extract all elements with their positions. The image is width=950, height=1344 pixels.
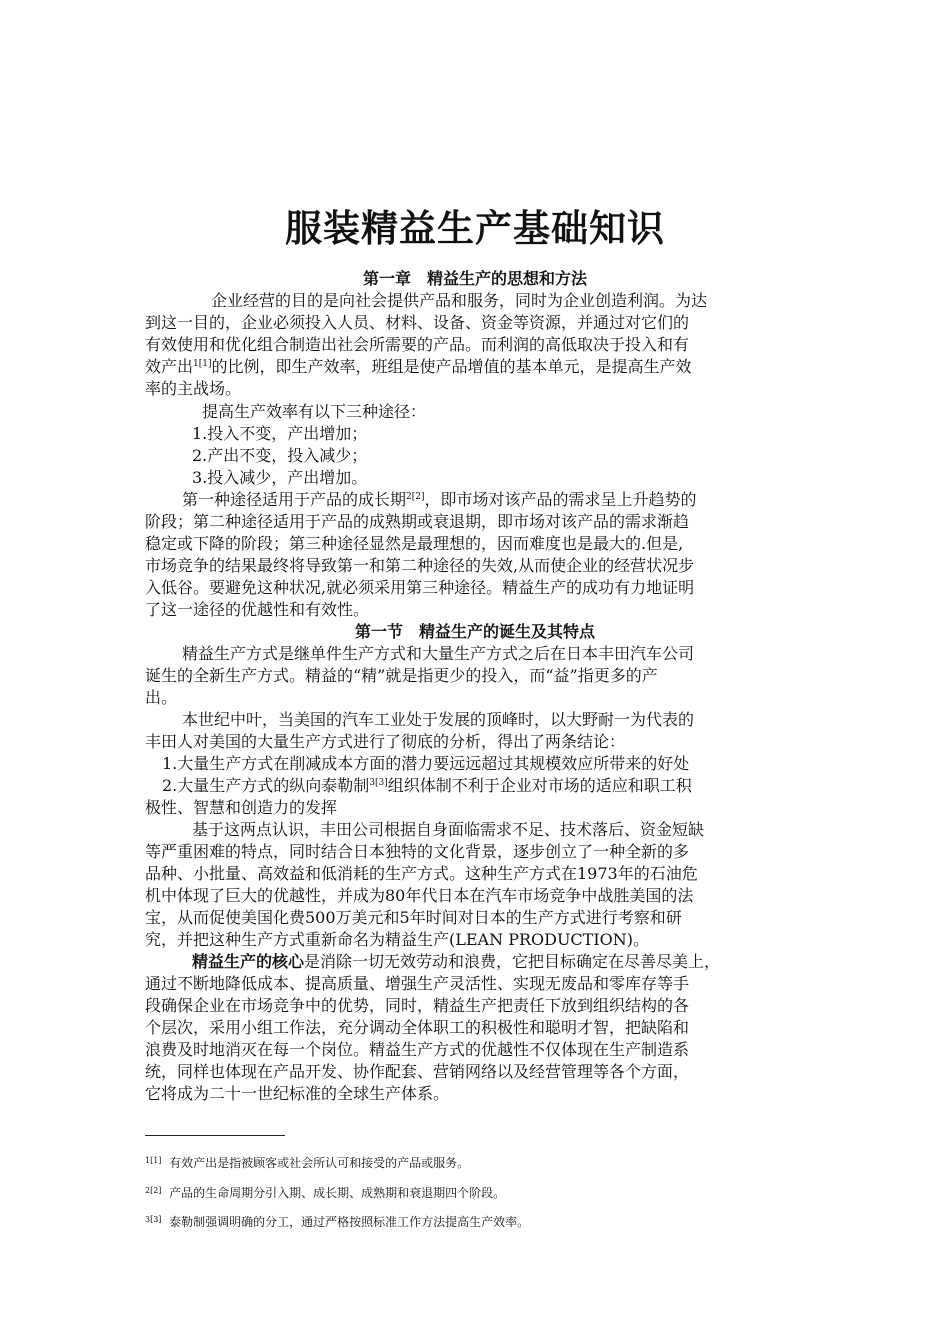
list-item: 1.大量生产方式在削减成本方面的潜力要远远超过其规模效应所带来的好处 — [162, 754, 690, 773]
paragraph-line: 到这一目的，企业必须投入人员、材料、设备、资金等资源，并通过对它们的 — [145, 313, 690, 332]
footnote-text: 产品的生命周期分引入期、成长期、成熟期和衰退期四个阶段。 — [169, 1186, 506, 1200]
paragraph-line — [145, 489, 805, 511]
paragraph-line: 究，并把这种生产方式重新命名为精益生产(LEAN PRODUCTION)。 — [145, 930, 650, 949]
paragraph-line — [145, 356, 805, 378]
text-fragment: 2.大量生产方式的纵向泰勒制 — [162, 776, 370, 795]
list-item: 1.投入不变，产出增加； — [192, 424, 368, 443]
text-fragment: 的比例，即生产效率，班组是使产品增值的基本单元，是提高生产效 — [211, 357, 692, 376]
paragraph-line: 通过不断地降低成本、提高质量、增强生产灵活性、实现无废品和零库存等手 — [145, 974, 690, 993]
list-item: 2.产出不变，投入减少； — [192, 446, 368, 465]
paragraph-5 — [145, 709, 805, 819]
paragraph-line: 机中体现了巨大的优越性，并成为80年代日本在汽车市场竞争中战胜美国的法 — [145, 886, 694, 905]
footnote-text: 有效产出是指被顾客或社会所认可和接受的产品或服务。 — [169, 1156, 470, 1170]
paragraph-line: 入低谷。要避免这种状况,就必须采用第三种途径。精益生产的成功有力地证明 — [145, 578, 695, 597]
footnote-ref-3[interactable]: 3[3] — [369, 778, 388, 788]
text-fragment: ，即市场对该产品的需求呈上升趋势的 — [424, 490, 697, 509]
paragraph-line: 个层次，采用小组工作法，充分调动全体职工的积极性和聪明才智，把缺陷和 — [145, 1018, 690, 1037]
list-item: 3.投入减少，产出增加。 — [192, 468, 368, 487]
paragraph-line: 统，同样也体现在产品开发、协作配套、营销网络以及经营管理等各个方面， — [145, 1062, 690, 1081]
paragraph-line: 企业经营的目的是向社会提供产品和服务，同时为企业创造利润。为达 — [211, 291, 708, 310]
paragraph-line: 稳定或下降的阶段；第三种途径显然是最理想的，因而难度也是最大的.但是, — [145, 534, 684, 553]
paragraph-line — [145, 951, 805, 973]
paragraph-6 — [145, 819, 805, 951]
text-fragment: 是消除一切无效劳动和浪费，它把目标确定在尽善尽美上， — [304, 952, 721, 971]
paragraph-line: 丰田人对美国的大量生产方式进行了彻底的分析，得出了两条结论： — [145, 732, 626, 751]
footnote-3 — [145, 1214, 529, 1230]
paragraph-7 — [145, 951, 805, 1105]
paragraph-1 — [145, 290, 805, 400]
paragraph-line: 阶段；第二种途径适用于产品的成熟期或衰退期，即市场对该产品的需求渐趋 — [145, 512, 690, 531]
paragraph-line: 本世纪中叶，当美国的汽车工业处于发展的顶峰时，以大野耐一为代表的 — [182, 710, 695, 729]
paragraph-line: 提高生产效率有以下三种途径： — [202, 402, 427, 421]
section-heading-block — [145, 621, 805, 643]
paragraph-line: 精益生产方式是继单件生产方式和大量生产方式之后在日本丰田汽车公司 — [182, 644, 695, 663]
list-item-continuation: 极性、智慧和创造力的发挥 — [145, 798, 338, 817]
footnote-text: 泰勒制强调明确的分工，通过严格按照标准工作方法提高生产效率。 — [169, 1215, 530, 1229]
footnote-1 — [145, 1155, 469, 1171]
footnote-marker: 2[2] — [145, 1186, 162, 1195]
chapter-heading: 第一章 精益生产的思想和方法 — [362, 269, 587, 288]
footnote-separator — [145, 1135, 285, 1136]
footnote-marker: 1[1] — [145, 1156, 162, 1165]
paragraph-2 — [145, 401, 805, 489]
footnote-ref-2[interactable]: 2[2] — [406, 492, 425, 502]
paragraph-line: 出。 — [145, 688, 178, 707]
text-fragment: 组织体制不利于企业对市场的适应和职工积 — [387, 776, 692, 795]
footnote-2 — [145, 1185, 505, 1201]
list-item — [145, 775, 805, 797]
paragraph-line: 诞生的全新生产方式。精益的“精”就是指更少的投入，而“益”指更多的产 — [145, 666, 658, 685]
paragraph-line: 有效使用和优化组合制造出社会所需要的产品。而利润的高低取决于投入和有 — [145, 335, 690, 354]
section-heading: 第一节 精益生产的诞生及其特点 — [354, 622, 595, 641]
paragraph-line: 率的主战场。 — [145, 379, 242, 398]
paragraph-line: 它将成为二十一世纪标准的全球生产体系。 — [145, 1084, 450, 1103]
paragraph-line: 了这一途径的优越性和有效性。 — [145, 600, 370, 619]
paragraph-line: 段确保企业在市场竞争中的优势，同时，精益生产把责任下放到组织结构的各 — [145, 996, 690, 1015]
chapter-heading-block — [145, 268, 805, 290]
paragraph-3 — [145, 489, 805, 621]
paragraph-line: 宝，从而促使美国化费500万美元和5年时间对日本的生产方式进行考察和研 — [145, 908, 682, 927]
paragraph-line: 市场竞争的结果最终将导致第一和第二种途径的失效,从而使企业的经营状况步 — [145, 556, 695, 575]
paragraph-line: 基于这两点认识，丰田公司根据自身面临需求不足、技术落后、资金短缺 — [192, 820, 705, 839]
paragraph-line: 浪费及时地消灭在每一个岗位。精益生产方式的优越性不仅体现在生产制造系 — [145, 1040, 690, 1059]
text-fragment: 效产出 — [145, 357, 194, 376]
paragraph-line: 等严重困难的特点，同时结合日本独特的文化背景，逐步创立了一种全新的多 — [145, 842, 690, 861]
document-title: 服装精益生产基础知识 — [285, 207, 665, 250]
paragraph-4 — [145, 643, 805, 709]
paragraph-line: 品种、小批量、高效益和低消耗的生产方式。这种生产方式在1973年的石油危 — [145, 864, 698, 883]
footnote-ref-1[interactable]: 1[1] — [193, 359, 212, 369]
text-fragment: 第一种途径适用于产品的成长期 — [182, 490, 407, 509]
footnote-marker: 3[3] — [145, 1215, 162, 1224]
bold-term: 精益生产的核心 — [192, 952, 305, 971]
